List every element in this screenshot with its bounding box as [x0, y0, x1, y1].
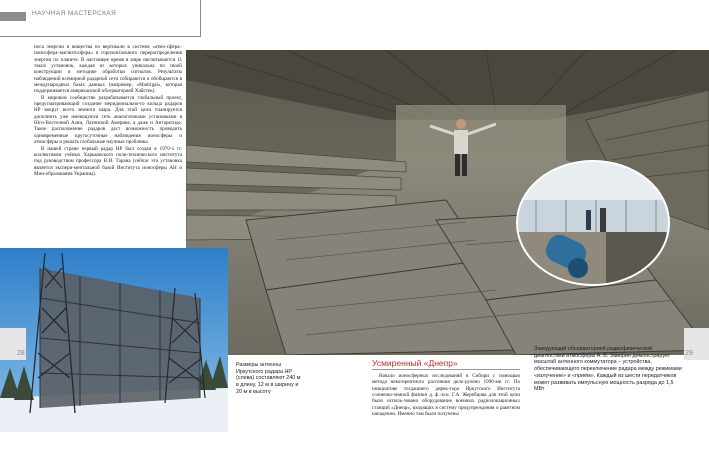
caption-antenna-switch: Заведующий обсерваторией радиофизической диагностики атмосферы А. В. Заворин демонстрирует масштаб антенного коммутатора – устройства, обеспечивающего переключение радара между режимами «излучение» и «приём». Каждый из шести передатчиков может развивать импульсную мощность разряда до 1,5 МВт: [534, 346, 682, 393]
section-title: Усмиренный «Днепр»: [372, 358, 458, 368]
photo-inset-equipment-room: [516, 160, 670, 286]
paragraph: В мировом сообществе разрабатывается глобальный проект, предусматривающий создание меридионально-го кольца радаров НР вокруг всего земного шара. Для этой цели планируется дополнить уже имеющуюся сеть аналогичными установками в Юго-Восточной Азии, Латинской Америке, а даже и Антарктиде. Такое расположение радаров даст возможность проводить одновременные кругосуточные наблюдения ионосферы и атмосферы и решать глобальные научные проблемы.: [34, 94, 182, 146]
page-number-left-text: 28: [17, 350, 25, 357]
paragraph: носа энергии и вещества по вертикали в системе «атмо-сфера–ионосфера–магнитосфера» и горизонтального перераспределения энергии по планете. В настоящее время в мире насчитывается 11 таких установок, каждая из которых уникальна по своей конструкции и методике обработки сигналов. Результаты наблюдений всемирной радарной сети собираются и обобщаются в международных базах данных (например, «Madrigal», которая поддерживается американской обсерваторией Хайстек).: [34, 44, 182, 95]
section-label: НАУЧНАЯ МАСТЕРСКАЯ: [32, 10, 117, 17]
paragraph: В нашей стране первый радар НР был создан в 1970-х гг. коллективом учёных Харьковского поли-технического института под руководством профессора В.И. Тарана (сейчас эта установка является экспери-ментальной базой Института ионосферы АН и Мин-образования Украины).: [34, 145, 182, 177]
section-divider: [372, 369, 520, 370]
section-body: [372, 373, 520, 417]
caption-radar-antenna: Размеры антенны Иркутского радара НР (слева) составляют 240 м в длину, 12 м в ширину и 20 м в высоту: [236, 362, 301, 395]
photo-radar-antenna: [0, 248, 228, 432]
paragraph: Начало ионосферных исследований в Сибири с помощью метода некогерентного рассеяния дело-рулено 1990-ми гг. По инициативе тогдашнего дирек-тора Иркутского Института солнечно-земной физики д. ф.-м.н. Г.А. Жеребцова для этой цели было исполь-зовано оборудование военных радиолокационных станций «Днепр», входящих в систему предупреждения о ракетном нападении. Именно там были получены: [372, 373, 520, 418]
article-body-left: [34, 44, 182, 177]
inset-illustration: [516, 160, 670, 286]
radar-illustration: [0, 248, 228, 432]
running-header: [0, 0, 201, 37]
header-accent-bar: [0, 12, 26, 21]
page-number-right-text: 29: [685, 350, 693, 357]
page-number-left: [0, 328, 26, 360]
page-number-right: [684, 328, 709, 360]
